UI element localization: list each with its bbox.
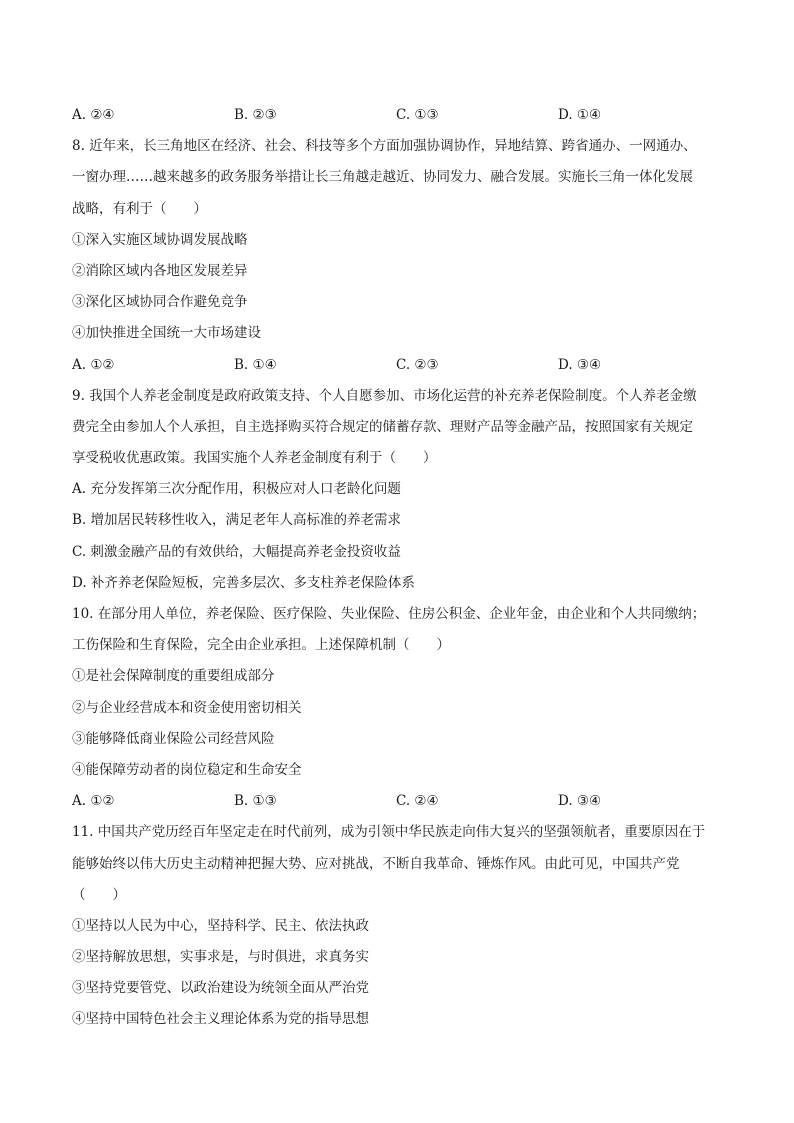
q10-item-2: ②与企业经营成本和资金使用密切相关 [72, 699, 302, 716]
question-11 [72, 817, 722, 1035]
q8-stem-line: 战略，有利于（ ） [72, 200, 207, 217]
q8-option-c: C. ②③ [396, 356, 439, 373]
q11-item-4: ④坚持中国特色社会主义理论体系为党的指导思想 [72, 1011, 369, 1028]
q11-stem-line: （ ） [72, 886, 126, 903]
q8-item-2: ②消除区域内各地区发展差异 [72, 262, 248, 279]
q8-option-d: D. ③④ [558, 356, 602, 373]
q8-stem-line: 一窗办理……越来越多的政务服务举措让长三角越走越近、协同发力、融合发展。实施长三角一体化发展 [72, 169, 693, 186]
q7-option-a: A. ②④ [72, 107, 115, 123]
q11-item-2: ②坚持解放思想，实事求是，与时俱进，求真务实 [72, 949, 369, 966]
q8-item-3: ③深化区域协同合作避免竞争 [72, 294, 248, 311]
q11-item-1: ①坚持以人民为中心，坚持科学、民主、依法执政 [72, 917, 369, 934]
question-10 [72, 599, 722, 817]
q9-choice-b: B. 增加居民转移性收入，满足老年人高标准的养老需求 [72, 512, 402, 529]
q9-choice-d: D. 补齐养老保险短板，完善多层次、多支柱养老保险体系 [72, 574, 415, 591]
q10-option-b: B. ①③ [234, 793, 277, 810]
question-9 [72, 381, 722, 599]
q11-stem-line: 能够始终以伟大历史主动精神把握大势、应对挑战，不断自我革命、锤炼作风。由此可见，中国共产党 [72, 855, 680, 872]
q8-option-b: B. ①④ [234, 356, 277, 373]
q9-stem-line: 费完全由参加人个人承担，自主选择购买符合规定的储蓄存款、理财产品等金融产品，按照国家有关规定 [72, 418, 693, 435]
q7-option-d: D. ①④ [558, 107, 602, 123]
q11-stem-line: 11. 中国共产党历经百年坚定走在时代前列，成为引领中华民族走向伟大复兴的坚强领航者，重要原因在于 [72, 824, 706, 841]
question-8 [72, 131, 722, 381]
q7-option-c: C. ①③ [396, 107, 439, 123]
q9-choice-c: C. 刺激金融产品的有效供给，大幅提高养老金投资收益 [72, 543, 401, 560]
q10-option-d: D. ③④ [558, 793, 602, 810]
q9-stem-line: 9. 我国个人养老金制度是政府政策支持、个人自愿参加、市场化运营的补充养老保险制度。个人养老金缴 [72, 387, 697, 404]
q10-option-a: A. ①② [72, 793, 115, 810]
q8-item-1: ①深入实施区域协调发展战略 [72, 231, 248, 248]
q7-option-b: B. ②③ [234, 107, 277, 123]
q8-option-a: A. ①② [72, 356, 115, 373]
q10-item-3: ③能够降低商业保险公司经营风险 [72, 730, 275, 747]
q10-option-c: C. ②④ [396, 793, 439, 810]
q9-stem-line: 享受税收优惠政策。我国实施个人养老金制度有利于（ ） [72, 450, 437, 467]
q10-options [72, 786, 722, 817]
exam-page [72, 100, 722, 1036]
q10-item-1: ①是社会保障制度的重要组成部分 [72, 668, 275, 685]
q9-choice-a: A. 充分发挥第三次分配作用，积极应对人口老龄化问题 [72, 481, 401, 498]
q8-options [72, 350, 722, 381]
q11-item-3: ③坚持党要管党、以政治建设为统领全面从严治党 [72, 980, 369, 997]
q7-options [72, 100, 722, 131]
q8-stem-line: 8. 近年来，长三角地区在经济、社会、科技等多个方面加强协调协作，异地结算、跨省通办、一网通办、 [72, 138, 697, 155]
q10-stem-line: 工伤保险和生育保险，完全由企业承担。上述保障机制（ ） [72, 637, 450, 654]
q10-stem-line: 10. 在部分用人单位，养老保险、医疗保险、失业保险、住房公积金、企业年金，由企业和个人共同缴纳； [72, 606, 706, 622]
q10-item-4: ④能保障劳动者的岗位稳定和生命安全 [72, 761, 302, 778]
q8-item-4: ④加快推进全国统一大市场建设 [72, 325, 261, 342]
